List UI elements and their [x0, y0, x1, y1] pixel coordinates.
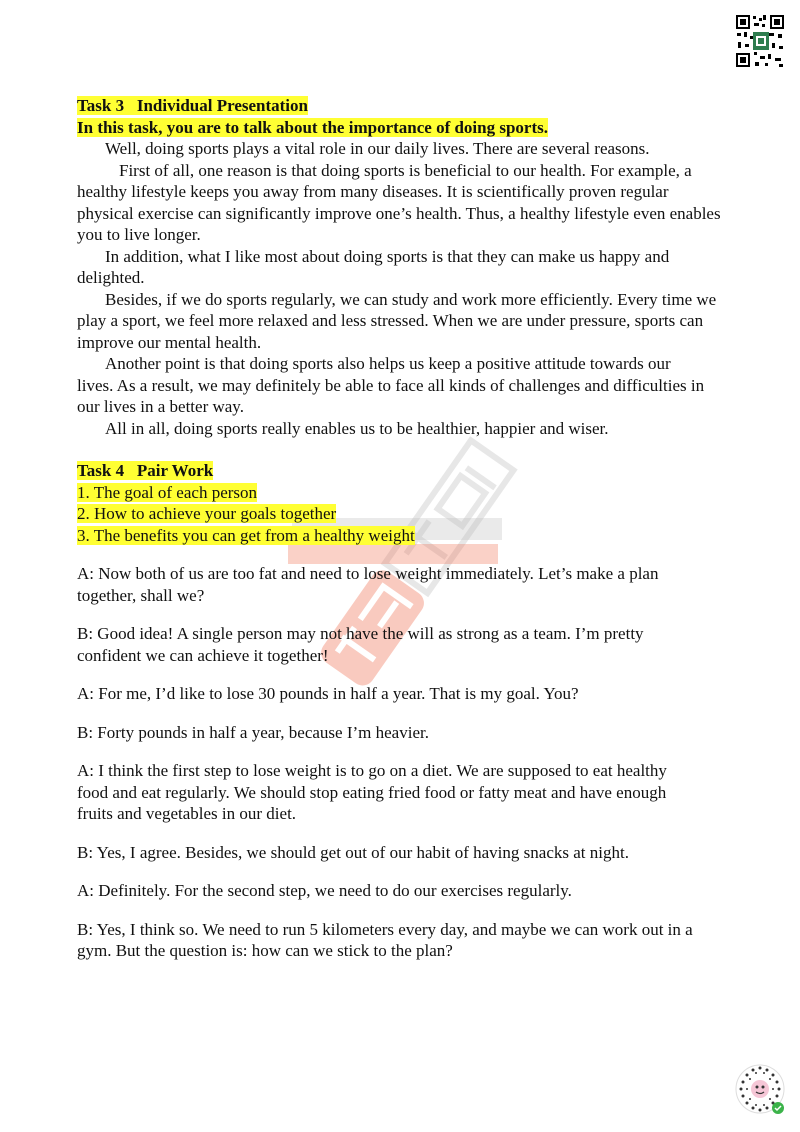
spacer [77, 902, 727, 919]
dialogue-line: A: I think the first step to lose weight is to go on a diet. We are supposed to eat healthy food and eat regularly. We should stop eating fried food or fatty meat and have enough fruits and vegetables in our diet. [77, 761, 667, 823]
spacer [77, 825, 727, 842]
spacer [77, 666, 727, 683]
qr-code-icon [735, 14, 785, 68]
document-content [77, 95, 727, 962]
task4-item-text: 1. The goal of each person [77, 482, 258, 502]
dialogue-line: B: Yes, I agree. Besides, we should get out of our habit of having snacks at night. [77, 842, 629, 862]
task4-item-text: 2. How to achieve your goals together [77, 504, 337, 523]
mini-program-code-icon [734, 1058, 786, 1120]
spacer [77, 546, 727, 563]
task4-item [77, 525, 727, 547]
task3-paragraph: All in all, doing sports really enables us to be healthier, happier and wiser. [105, 418, 609, 438]
task4-item [77, 503, 727, 525]
task3-paragraph: First of all, one reason is that doing sports is beneficial to our health. For example, a healthy lifestyle keeps you away from many diseases. It is scientifically proven regular physical exercise can significantly improve one’s health. Thus, a healthy lifestyle even enables you to live longer. [77, 160, 721, 244]
dialogue-line: B: Good idea! A single person may not have the will as strong as a team. I’m pretty confident we can achieve it together! [77, 624, 644, 665]
spacer [77, 439, 727, 460]
task4-title: Task 4 Pair Work [77, 461, 214, 480]
task3-paragraph: Well, doing sports plays a vital role in our daily lives. There are several reasons. [105, 139, 650, 158]
task4-item-text: 3. The benefits you can get from a healthy weight [77, 525, 415, 545]
dialogue-line: A: Definitely. For the second step, we need to do our exercises regularly. [77, 881, 572, 900]
dialogue-line: A: Now both of us are too fat and need to lose weight immediately. Let’s make a plan together, shall we? [77, 564, 659, 605]
task3-paragraph: Besides, if we do sports regularly, we can study and work more efficiently. Every time we play a sport, we feel more relaxed and less stressed. When we are under pressure, sports can improve our mental health. [77, 289, 717, 352]
task3-instruction: In this task, you are to talk about the importance of doing sports. [77, 117, 549, 137]
task3-paragraph: In addition, what I like most about doing sports is that they can make us happy and delighted. [77, 246, 670, 287]
spacer [77, 743, 727, 760]
spacer [77, 606, 727, 623]
task4-item [77, 482, 727, 504]
spacer [77, 705, 727, 722]
task3-title: Task 3 Individual Presentation [77, 96, 308, 115]
task3-instruction-line [77, 117, 727, 139]
task3-heading [77, 95, 727, 117]
spacer [77, 863, 727, 880]
dialogue-line: B: Yes, I think so. We need to run 5 kilometers every day, and maybe we can work out in a gym. But the question is: how can we stick to the plan? [77, 919, 693, 960]
task4-heading [77, 460, 727, 482]
dialogue-line: A: For me, I’d like to lose 30 pounds in half a year. That is my goal. You? [77, 684, 579, 703]
dialogue-line: B: Forty pounds in half a year, because I’m heavier. [77, 722, 429, 742]
task3-paragraph: Another point is that doing sports also helps us keep a positive attitude towards our lives. As a result, we may definitely be able to face all kinds of challenges and difficulties in our lives in a better way. [77, 354, 705, 416]
